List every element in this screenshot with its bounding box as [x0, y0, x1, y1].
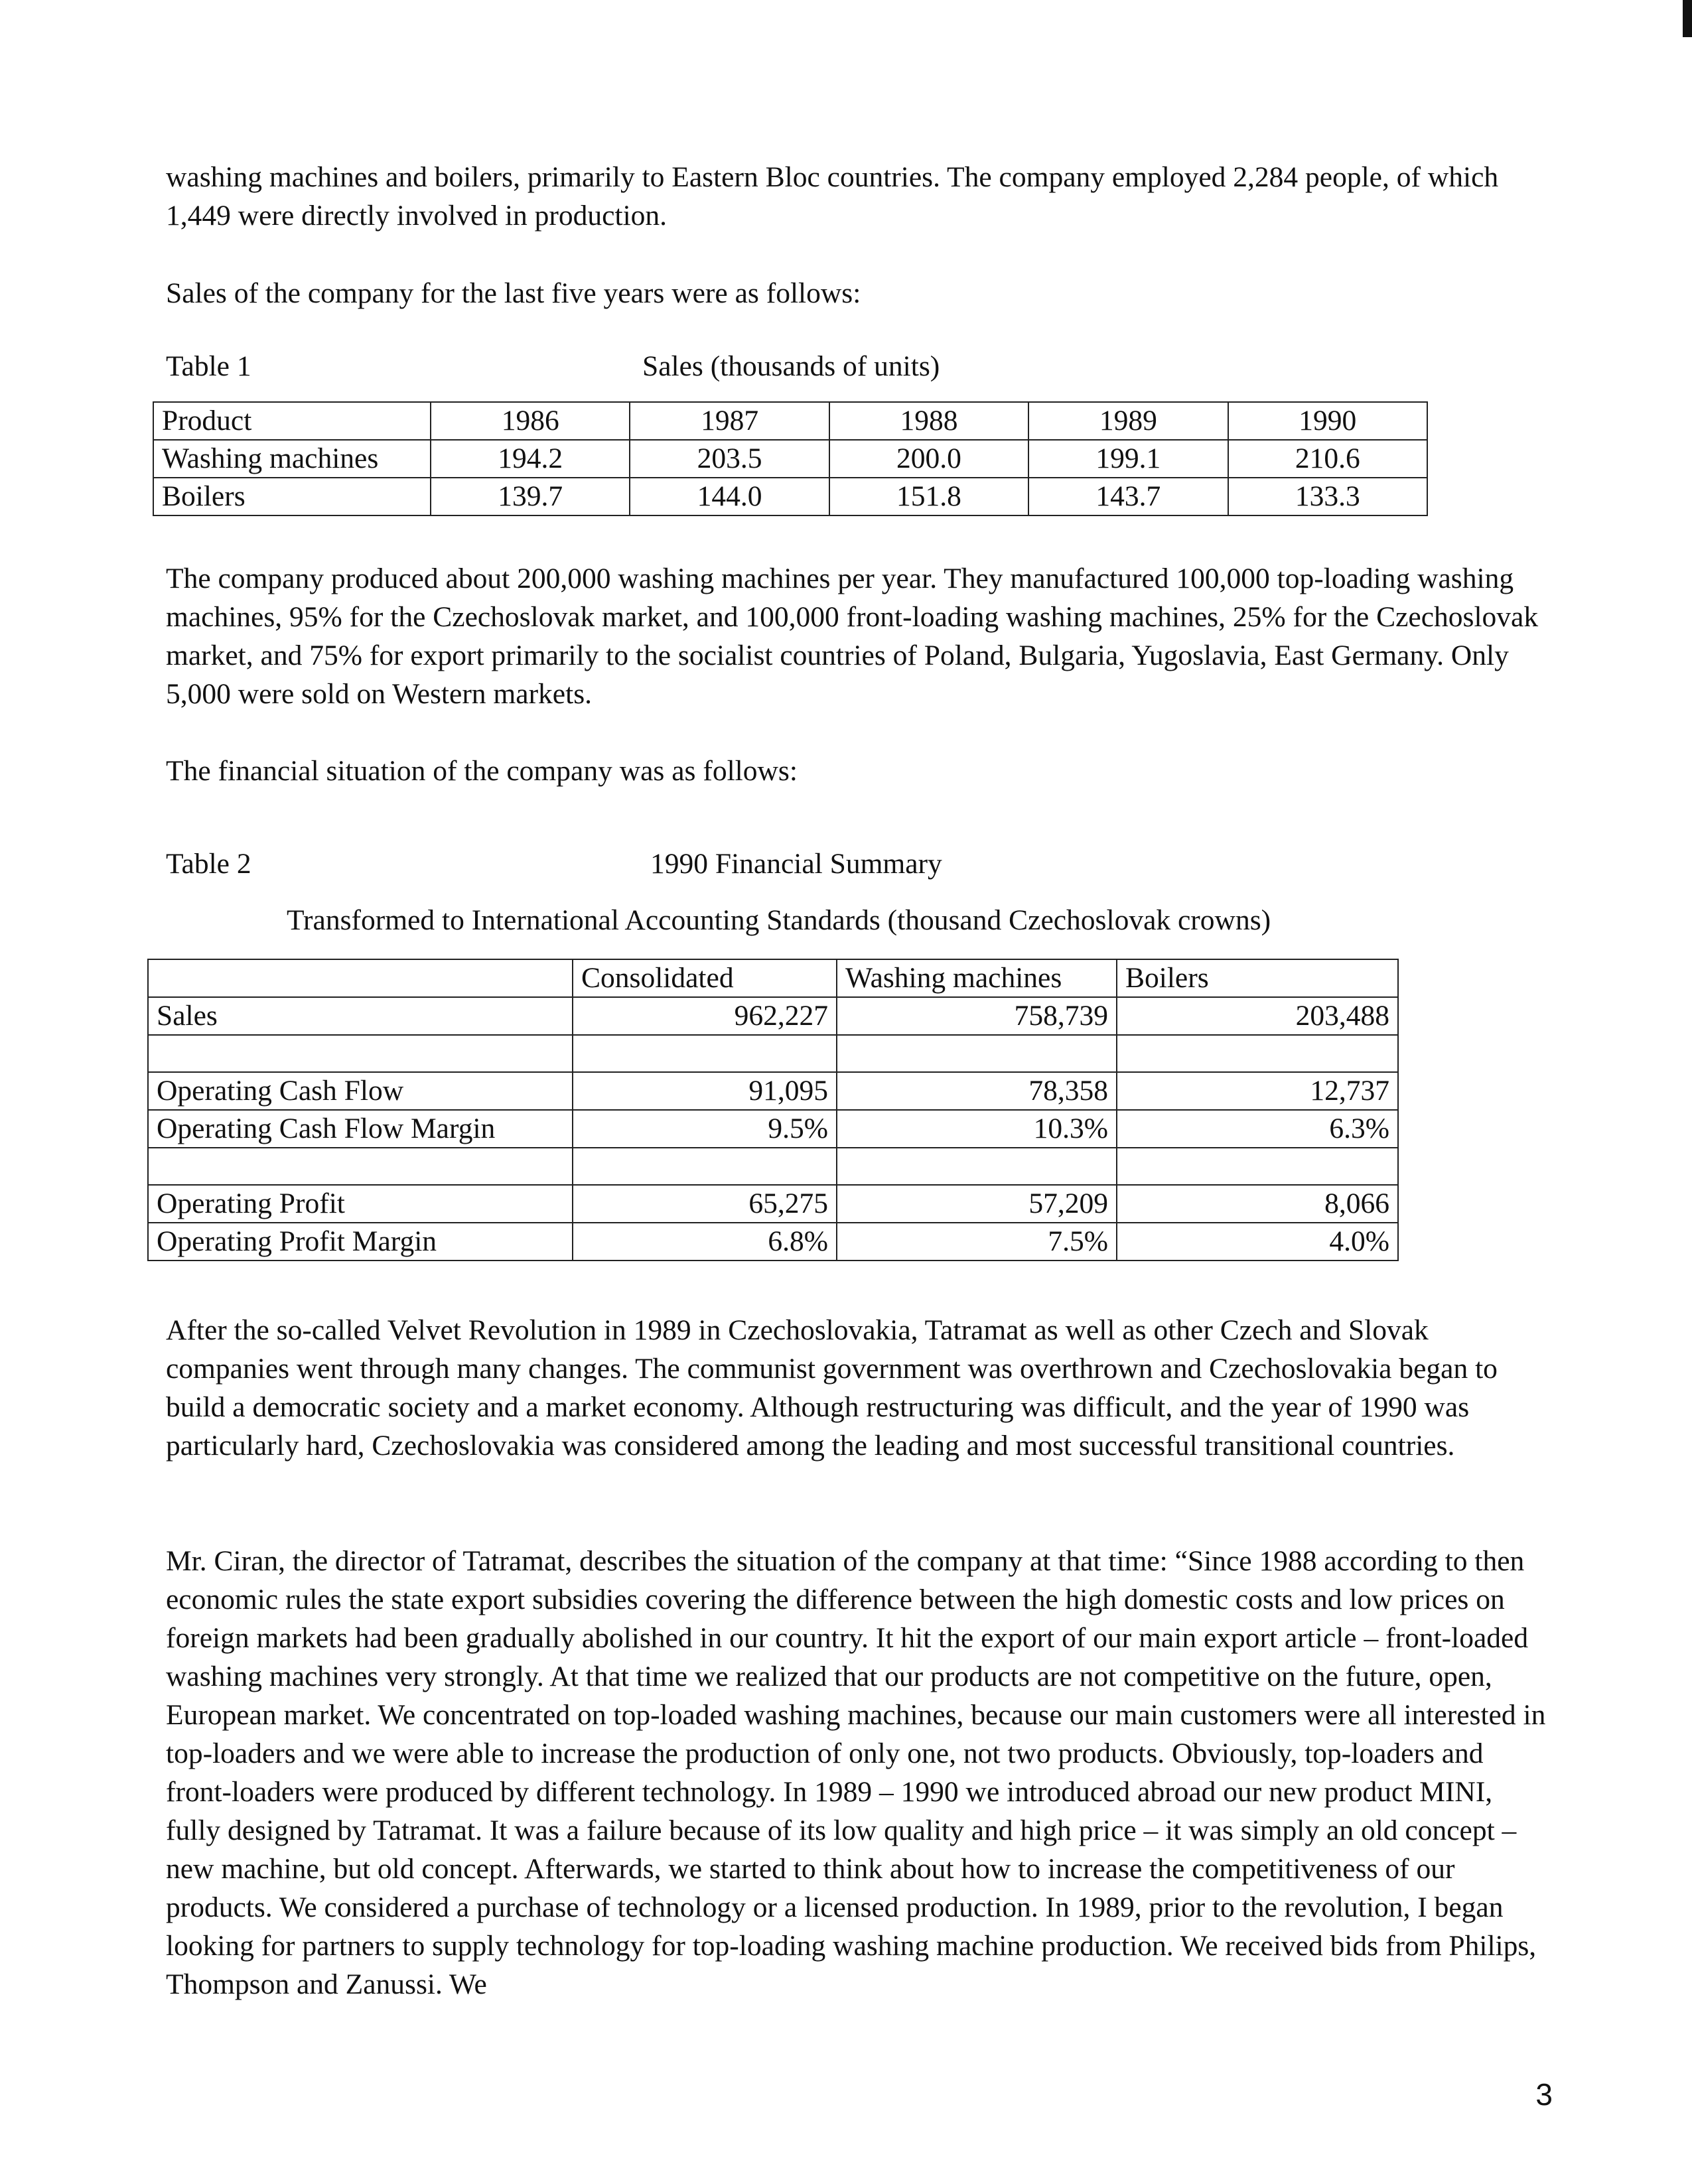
table-cell: 200.0: [829, 440, 1028, 478]
table-cell: 133.3: [1228, 478, 1427, 515]
table-header-cell: Boilers: [1117, 959, 1398, 997]
page-number: 3: [1535, 2077, 1553, 2112]
table-cell: 6.3%: [1117, 1110, 1398, 1148]
table-cell: 6.8%: [573, 1223, 837, 1261]
table-cell: 962,227: [573, 997, 837, 1035]
table-cell: [573, 1148, 837, 1185]
table-row: [153, 478, 1427, 515]
paragraph-production: The company produced about 200,000 washing machines per year. They manufactured 100,000 top-loading washing machines, 95% for the Czechoslovak market, and 100,000 front-loading washing machines, 25% for the Czechoslovak market, and 75% for export primarily to the socialist countries of Poland, Bulgaria, Yugoslavia, East Germany. Only 5,000 were sold on Western markets.: [166, 563, 1539, 710]
table-cell: Operating Profit: [148, 1185, 573, 1223]
table-header-cell: 1986: [431, 402, 630, 440]
sales-table: [153, 401, 1428, 516]
table-cell: [837, 1148, 1117, 1185]
table-header-cell: 1989: [1028, 402, 1228, 440]
table-cell: 8,066: [1117, 1185, 1398, 1223]
table-cell: [1117, 1035, 1398, 1072]
table-row: [148, 997, 1398, 1035]
paragraph-director-quote: Mr. Ciran, the director of Tatramat, describes the situation of the company at that time: “Since 1988 according to then economic rules the state export subsidies covering the difference between the high domestic costs and low prices on foreign markets had been gradually abolished in our country. It hit the export of our main export article – front-loaded washing machines very strongly. At that time we realized that our products are not competitive on the future, open, European market. We concentrated on top-loaded washing machines, because our main customers were all interested in top-loaders and we were able to increase the production of only one, not two products. Obviously, top-loaders and front-loaders were produced by different technology. In 1989 – 1990 we introduced abroad our new product MINI, fully designed by Tatramat. It was a failure because of its low quality and high price – it was simply an old concept – new machine, but old concept. Afterwards, we started to think about how to increase the competitiveness of our products. We considered a purchase of technology or a licensed production. In 1989, prior to the revolution, I began looking for partners to supply technology for top-loading washing machine production. We received bids from Philips, Thompson and Zanussi. We: [166, 1545, 1546, 2000]
paragraph-sales-intro: Sales of the company for the last five years were as follows:: [166, 277, 861, 309]
paragraph-financial-intro: The financial situation of the company was as follows:: [166, 755, 798, 787]
table-row: [153, 440, 1427, 478]
table-cell: 194.2: [431, 440, 630, 478]
table-cell: 151.8: [829, 478, 1028, 515]
table-cell: 199.1: [1028, 440, 1228, 478]
edge-mark: [1683, 0, 1692, 37]
table-header-row: [153, 402, 1427, 440]
table-cell: 7.5%: [837, 1223, 1117, 1261]
table-header-cell: 1987: [630, 402, 829, 440]
table-cell: 203.5: [630, 440, 829, 478]
table-row: [148, 1110, 1398, 1148]
table-header-cell: 1988: [829, 402, 1028, 440]
table-row: [148, 1072, 1398, 1110]
table2-label: Table 2: [166, 848, 251, 880]
table-row-blank: [148, 1035, 1398, 1072]
table-header-cell: [148, 959, 573, 997]
table-cell: [148, 1148, 573, 1185]
table1-title: Sales (thousands of units): [642, 350, 940, 382]
table2-subtitle: Transformed to International Accounting Standards (thousand Czechoslovak crowns): [287, 904, 1271, 936]
table-row: [148, 1223, 1398, 1261]
table-cell: 210.6: [1228, 440, 1427, 478]
table-cell: 91,095: [573, 1072, 837, 1110]
table-cell: Boilers: [153, 478, 431, 515]
table1-label: Table 1: [166, 350, 251, 382]
table-cell: Operating Profit Margin: [148, 1223, 573, 1261]
table-cell: 78,358: [837, 1072, 1117, 1110]
table-header-cell: Washing machines: [837, 959, 1117, 997]
table-cell: Washing machines: [153, 440, 431, 478]
table-cell: 4.0%: [1117, 1223, 1398, 1261]
table-cell: 65,275: [573, 1185, 837, 1223]
table-header-cell: Consolidated: [573, 959, 837, 997]
table-cell: 203,488: [1117, 997, 1398, 1035]
table-header-cell: Product: [153, 402, 431, 440]
table-row-blank: [148, 1148, 1398, 1185]
table-cell: [837, 1035, 1117, 1072]
table-cell: Operating Cash Flow: [148, 1072, 573, 1110]
table-cell: [573, 1035, 837, 1072]
table-cell: 57,209: [837, 1185, 1117, 1223]
table-cell: 12,737: [1117, 1072, 1398, 1110]
table-row: [148, 1185, 1398, 1223]
table-cell: [148, 1035, 573, 1072]
table-cell: 10.3%: [837, 1110, 1117, 1148]
table-cell: [1117, 1148, 1398, 1185]
table-cell: 9.5%: [573, 1110, 837, 1148]
paragraph-intro: washing machines and boilers, primarily to Eastern Bloc countries. The company employed 2,284 people, of which 1,449 were directly involved in production.: [166, 161, 1499, 232]
table-cell: 758,739: [837, 997, 1117, 1035]
table2-title: 1990 Financial Summary: [650, 848, 942, 880]
paragraph-velvet-revolution: After the so-called Velvet Revolution in 1989 in Czechoslovakia, Tatramat as well as other Czech and Slovak companies went through many changes. The communist government was overthrown and Czechoslovakia began to build a democratic society and a market economy. Although restructuring was difficult, and the year of 1990 was particularly hard, Czechoslovakia was considered among the leading and most successful transitional countries.: [166, 1314, 1498, 1462]
table-cell: Sales: [148, 997, 573, 1035]
financial-summary-table: [147, 959, 1399, 1261]
table-cell: 143.7: [1028, 478, 1228, 515]
table-header-row: [148, 959, 1398, 997]
table-cell: 144.0: [630, 478, 829, 515]
table-cell: Operating Cash Flow Margin: [148, 1110, 573, 1148]
table-cell: 139.7: [431, 478, 630, 515]
table-header-cell: 1990: [1228, 402, 1427, 440]
